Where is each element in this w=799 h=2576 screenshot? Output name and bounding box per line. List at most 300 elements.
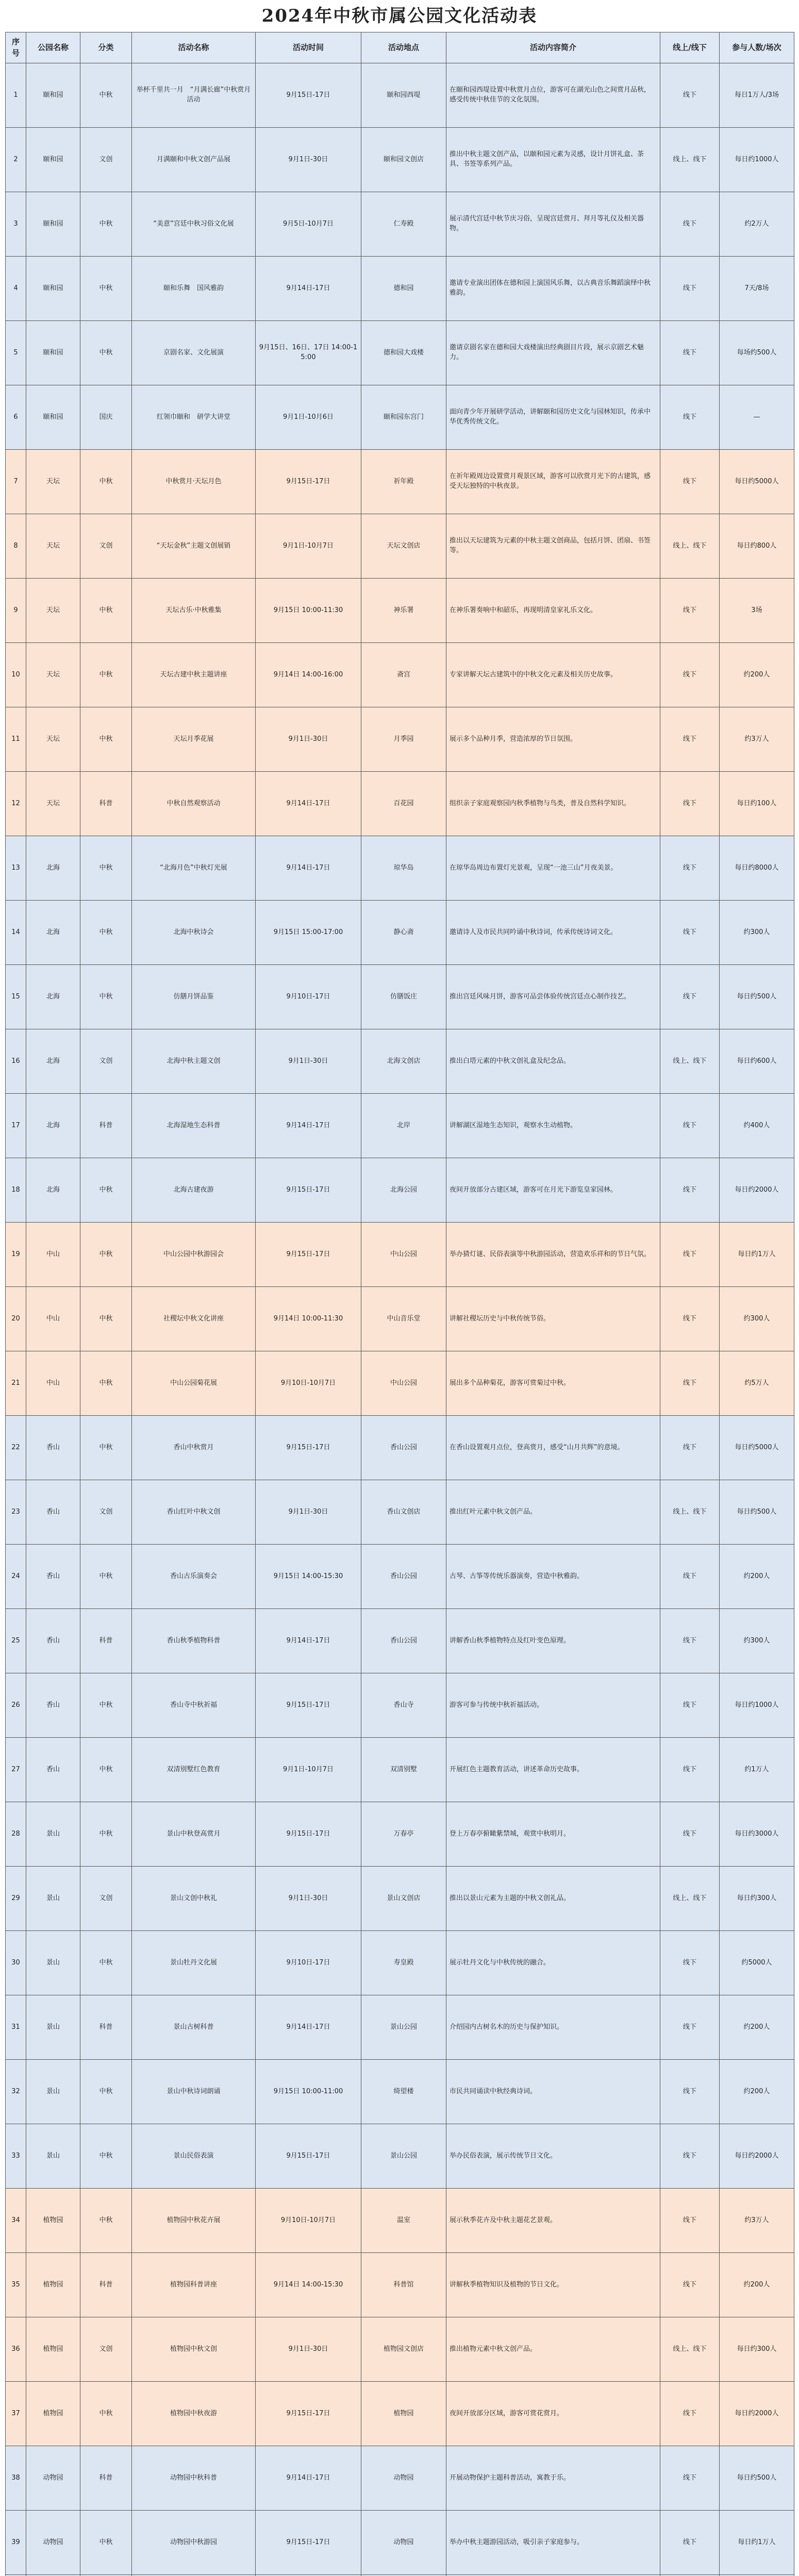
- table-row: [6, 1867, 794, 1931]
- table-cell: 12: [6, 772, 26, 836]
- table-cell: 展示多个品种月季，营造浓厚的节日氛围。: [446, 707, 660, 771]
- table-cell: 月季园: [361, 707, 446, 771]
- table-cell: 线上、线下: [660, 1029, 720, 1093]
- table-cell: 天坛: [26, 772, 80, 836]
- table-cell: 9月1日-30日: [256, 128, 361, 192]
- table-cell: 香山寺: [361, 1673, 446, 1737]
- table-cell: 每日约1000人: [720, 1673, 794, 1737]
- table-cell: 中山公园: [361, 1351, 446, 1415]
- header-cell: 活动地点: [361, 32, 446, 63]
- activity-table: [5, 32, 794, 2576]
- table-cell: 线下: [660, 1609, 720, 1673]
- table-cell: 景山: [26, 1931, 80, 1995]
- table-cell: 30: [6, 1931, 26, 1995]
- table-cell: 科普: [80, 772, 132, 836]
- table-cell: 中秋: [80, 707, 132, 771]
- table-cell: 9月10日-10月7日: [256, 2189, 361, 2252]
- table-cell: 每日约500人: [720, 965, 794, 1029]
- table-cell: 9月1日-30日: [256, 1480, 361, 1544]
- table-cell: 推出宫廷风味月饼，游客可品尝体验传统宫廷点心制作技艺。: [446, 965, 660, 1029]
- table-cell: 景山中秋登高赏月: [132, 1802, 256, 1866]
- table-cell: 线下: [660, 772, 720, 836]
- table-cell: 约200人: [720, 1995, 794, 2059]
- table-cell: 温室: [361, 2189, 446, 2252]
- table-cell: 双清别墅: [361, 1738, 446, 1802]
- table-cell: 约200人: [720, 1545, 794, 1608]
- table-cell: 香山公园: [361, 1545, 446, 1608]
- table-cell: 颐和园文创店: [361, 128, 446, 192]
- table-cell: 11: [6, 707, 26, 771]
- table-cell: 9月15日-17日: [256, 1416, 361, 1480]
- table-cell: 举办猜灯谜、民俗表演等中秋游园活动，营造欢乐祥和的节日气氛。: [446, 1223, 660, 1286]
- table-cell: 中秋: [80, 1287, 132, 1351]
- table-row: [6, 1351, 794, 1416]
- table-cell: 动物园: [361, 2511, 446, 2574]
- table-cell: 红领巾颐和 研学大讲堂: [132, 385, 256, 449]
- table-row: [6, 1738, 794, 1802]
- table-cell: 中山音乐堂: [361, 1287, 446, 1351]
- table-cell: 景山中秋诗词朗诵: [132, 2060, 256, 2124]
- table-cell: 线下: [660, 2189, 720, 2252]
- table-cell: 植物园文创店: [361, 2317, 446, 2381]
- table-cell: 20: [6, 1287, 26, 1351]
- table-cell: 展示秋季花卉及中秋主题花艺景观。: [446, 2189, 660, 2252]
- table-cell: 月满颐和中秋文创产品展: [132, 128, 256, 192]
- table-cell: 线下: [660, 321, 720, 385]
- table-cell: 在神乐署奏响中和韶乐，再现明清皇家礼乐文化。: [446, 579, 660, 642]
- table-cell: 北海: [26, 1158, 80, 1222]
- table-cell: 科普: [80, 2253, 132, 2317]
- table-cell: 中秋自然观察活动: [132, 772, 256, 836]
- table-header-row: [6, 32, 794, 63]
- table-row: [6, 2446, 794, 2511]
- table-cell: 京剧名家、文化展演: [132, 321, 256, 385]
- table-cell: 线下: [660, 192, 720, 256]
- table-cell: 景山: [26, 1802, 80, 1866]
- table-cell: 31: [6, 1995, 26, 2059]
- table-cell: 组织亲子家庭观察园内秋季植物与鸟类，普及自然科学知识。: [446, 772, 660, 836]
- table-cell: 科普: [80, 2446, 132, 2510]
- table-cell: 北海公园: [361, 1158, 446, 1222]
- table-row: [6, 450, 794, 514]
- table-row: [6, 1931, 794, 1995]
- table-cell: 线下: [660, 1223, 720, 1286]
- header-cell: 线上/线下: [660, 32, 720, 63]
- table-cell: 9月15日 15:00-17:00: [256, 901, 361, 964]
- table-cell: 讲解湖区湿地生态知识，观察水生动植物。: [446, 1094, 660, 1158]
- table-cell: 39: [6, 2511, 26, 2574]
- table-cell: 每日约2000人: [720, 1158, 794, 1222]
- table-cell: 9月10日-10月7日: [256, 1351, 361, 1415]
- table-cell: 每日约1万人: [720, 2511, 794, 2574]
- table-cell: 绮望楼: [361, 2060, 446, 2124]
- table-cell: 开展红色主题教育活动，讲述革命历史故事。: [446, 1738, 660, 1802]
- table-cell: 面向青少年开展研学活动，讲解颐和园历史文化与园林知识，传承中华优秀传统文化。: [446, 385, 660, 449]
- table-cell: 线下: [660, 579, 720, 642]
- table-cell: 展示牡丹文化与中秋传统的融合。: [446, 1931, 660, 1995]
- table-cell: 天坛月季花展: [132, 707, 256, 771]
- table-cell: 中秋: [80, 2382, 132, 2446]
- table-cell: 静心斋: [361, 901, 446, 964]
- table-cell: 中秋: [80, 1545, 132, 1608]
- table-cell: 线下: [660, 2382, 720, 2446]
- table-cell: 植物园: [26, 2253, 80, 2317]
- table-row: [6, 128, 794, 192]
- table-cell: 香山: [26, 1545, 80, 1608]
- table-row: [6, 1995, 794, 2060]
- table-cell: 线下: [660, 257, 720, 320]
- table-cell: 景山: [26, 1995, 80, 2059]
- table-cell: 展示清代宫廷中秋节庆习俗，呈现宫廷赏月、拜月等礼仪及相关器物。: [446, 192, 660, 256]
- table-cell: 约300人: [720, 1287, 794, 1351]
- table-cell: 天坛: [26, 514, 80, 578]
- table-cell: 9月14日 14:00-15:30: [256, 2253, 361, 2317]
- table-cell: 颐和园东宫门: [361, 385, 446, 449]
- table-cell: 天坛古乐·中秋雅集: [132, 579, 256, 642]
- header-cell: 序号: [6, 32, 26, 63]
- table-row: [6, 2317, 794, 2382]
- table-cell: 线下: [660, 1158, 720, 1222]
- table-cell: 7天/8场: [720, 257, 794, 320]
- table-cell: 9月14日 10:00-11:30: [256, 1287, 361, 1351]
- table-cell: 9月10日-17日: [256, 1931, 361, 1995]
- table-row: [6, 1802, 794, 1867]
- table-cell: 景山公园: [361, 2124, 446, 2188]
- table-cell: 每日约300人: [720, 2317, 794, 2381]
- table-row: [6, 192, 794, 257]
- table-cell: 6: [6, 385, 26, 449]
- table-cell: 邀请京剧名家在德和园大戏楼演出经典剧目片段，展示京剧艺术魅力。: [446, 321, 660, 385]
- table-cell: 9月15日 10:00-11:30: [256, 579, 361, 642]
- table-cell: 文创: [80, 1029, 132, 1093]
- table-cell: 天坛: [26, 579, 80, 642]
- table-cell: 每场约500人: [720, 321, 794, 385]
- table-cell: 展出多个品种菊花，游客可赏菊过中秋。: [446, 1351, 660, 1415]
- table-cell: 9月14日-17日: [256, 836, 361, 900]
- table-cell: 9月1日-10月7日: [256, 514, 361, 578]
- table-cell: 中秋: [80, 2124, 132, 2188]
- table-cell: 28: [6, 1802, 26, 1866]
- table-cell: 夜间开放部分区域，游客可赏花赏月。: [446, 2382, 660, 2446]
- table-cell: 中山公园菊花展: [132, 1351, 256, 1415]
- table-cell: 18: [6, 1158, 26, 1222]
- table-cell: 科普: [80, 1094, 132, 1158]
- table-cell: 香山文创店: [361, 1480, 446, 1544]
- table-cell: 在香山设置观月点位，登高赏月，感受“山月共辉”的意境。: [446, 1416, 660, 1480]
- table-cell: 线下: [660, 1287, 720, 1351]
- table-row: [6, 2511, 794, 2575]
- table-cell: 21: [6, 1351, 26, 1415]
- table-row: [6, 1158, 794, 1223]
- table-cell: 景山文创店: [361, 1867, 446, 1930]
- table-cell: 植物园: [26, 2317, 80, 2381]
- table-cell: 德和园大戏楼: [361, 321, 446, 385]
- table-cell: 9月15日-17日: [256, 1673, 361, 1737]
- table-cell: 植物园中秋文创: [132, 2317, 256, 2381]
- table-cell: 中秋: [80, 1223, 132, 1286]
- table-cell: 线下: [660, 1931, 720, 1995]
- table-cell: 推出以天坛建筑为元素的中秋主题文创商品，包括月饼、团扇、书签等。: [446, 514, 660, 578]
- table-cell: 9月15日、16日、17日 14:00-15:00: [256, 321, 361, 385]
- table-cell: 景山: [26, 2060, 80, 2124]
- table-cell: 景山古树科普: [132, 1995, 256, 2059]
- table-cell: 北海文创店: [361, 1029, 446, 1093]
- table-cell: 每日约3000人: [720, 1802, 794, 1866]
- table-cell: 北海: [26, 836, 80, 900]
- table-cell: 琼华岛: [361, 836, 446, 900]
- table-cell: 在祈年殿周边设置赏月观景区域，游客可以欣赏月光下的古建筑，感受天坛独特的中秋夜景。: [446, 450, 660, 514]
- table-cell: 线上、线下: [660, 1480, 720, 1544]
- table-cell: 线下: [660, 385, 720, 449]
- table-cell: 约300人: [720, 901, 794, 964]
- table-cell: 讲解香山秋季植物特点及红叶变色原理。: [446, 1609, 660, 1673]
- table-cell: 仁寿殿: [361, 192, 446, 256]
- table-cell: 线下: [660, 1545, 720, 1608]
- table-cell: “美意”宫廷中秋习俗文化展: [132, 192, 256, 256]
- table-cell: 在琼华岛周边布置灯光景观，呈现“一池三山”月夜美景。: [446, 836, 660, 900]
- table-cell: 32: [6, 2060, 26, 2124]
- table-cell: 动物园中秋科普: [132, 2446, 256, 2510]
- table-cell: 天坛: [26, 643, 80, 707]
- table-cell: 动物园: [26, 2446, 80, 2510]
- table-cell: 科普: [80, 1995, 132, 2059]
- table-cell: 线下: [660, 63, 720, 127]
- table-cell: 每日约2000人: [720, 2124, 794, 2188]
- table-cell: 科普: [80, 1609, 132, 1673]
- table-cell: 每日约800人: [720, 514, 794, 578]
- table-cell: 9月1日-30日: [256, 707, 361, 771]
- table-cell: 文创: [80, 514, 132, 578]
- table-cell: 线下: [660, 2124, 720, 2188]
- table-cell: 9: [6, 579, 26, 642]
- table-cell: 香山秋季植物科普: [132, 1609, 256, 1673]
- table-cell: 推出以景山元素为主题的中秋文创礼品。: [446, 1867, 660, 1930]
- table-cell: 颐和园: [26, 128, 80, 192]
- table-cell: 动物园中秋游园: [132, 2511, 256, 2574]
- table-cell: 景山: [26, 2124, 80, 2188]
- table-cell: 34: [6, 2189, 26, 2252]
- table-cell: 香山: [26, 1416, 80, 1480]
- table-cell: 中秋: [80, 1931, 132, 1995]
- table-cell: 29: [6, 1867, 26, 1930]
- table-cell: 景山公园: [361, 1995, 446, 2059]
- table-cell: 中秋: [80, 450, 132, 514]
- table-cell: “天坛金秋”主题文创展销: [132, 514, 256, 578]
- table-cell: 36: [6, 2317, 26, 2381]
- table-cell: 线下: [660, 2511, 720, 2574]
- table-cell: 22: [6, 1416, 26, 1480]
- table-cell: 4: [6, 257, 26, 320]
- table-row: [6, 1094, 794, 1158]
- table-cell: 16: [6, 1029, 26, 1093]
- document-title: 2024年中秋市属公园文化活动表: [261, 6, 538, 26]
- table-cell: 双清别墅红色教育: [132, 1738, 256, 1802]
- table-cell: 北海: [26, 965, 80, 1029]
- table-row: [6, 2189, 794, 2253]
- header-cell: 分类: [80, 32, 132, 63]
- table-cell: 德和园: [361, 257, 446, 320]
- table-cell: 约200人: [720, 643, 794, 707]
- table-cell: 每日约8000人: [720, 836, 794, 900]
- table-cell: 约200人: [720, 2060, 794, 2124]
- table-cell: 5: [6, 321, 26, 385]
- table-cell: 约3万人: [720, 707, 794, 771]
- table-cell: 9月15日-17日: [256, 450, 361, 514]
- table-cell: 3: [6, 192, 26, 256]
- table-cell: 9月14日-17日: [256, 257, 361, 320]
- table-cell: 天坛: [26, 450, 80, 514]
- table-cell: 国庆: [80, 385, 132, 449]
- table-cell: 寿皇殿: [361, 1931, 446, 1995]
- table-cell: 颐和园西堤: [361, 63, 446, 127]
- table-cell: 每日约5000人: [720, 1416, 794, 1480]
- table-cell: 开展动物保护主题科普活动，寓教于乐。: [446, 2446, 660, 2510]
- table-cell: 每日约500人: [720, 2446, 794, 2510]
- table-cell: 讲解秋季植物知识及植物的节日文化。: [446, 2253, 660, 2317]
- table-cell: 北海中秋诗会: [132, 901, 256, 964]
- table-cell: 每日约1万人: [720, 1223, 794, 1286]
- table-cell: 线下: [660, 450, 720, 514]
- table-cell: 每日1万人/3场: [720, 63, 794, 127]
- table-cell: 社稷坛中秋文化讲座: [132, 1287, 256, 1351]
- header-cell: 参与人数/场次: [720, 32, 794, 63]
- table-cell: 17: [6, 1094, 26, 1158]
- table-cell: 9月15日-17日: [256, 2124, 361, 2188]
- table-cell: 约200人: [720, 2253, 794, 2317]
- table-cell: 中秋: [80, 1158, 132, 1222]
- table-cell: 颐和园: [26, 321, 80, 385]
- table-cell: 26: [6, 1673, 26, 1737]
- table-cell: 约5万人: [720, 1351, 794, 1415]
- table-cell: 线上、线下: [660, 514, 720, 578]
- table-cell: 中秋: [80, 1802, 132, 1866]
- table-cell: 9月14日-17日: [256, 1609, 361, 1673]
- table-cell: 中山公园中秋游园会: [132, 1223, 256, 1286]
- table-cell: 每日约600人: [720, 1029, 794, 1093]
- table-row: [6, 1287, 794, 1351]
- table-cell: 每日约5000人: [720, 450, 794, 514]
- table-cell: 3场: [720, 579, 794, 642]
- table-cell: 中秋: [80, 1351, 132, 1415]
- table-cell: 斋宫: [361, 643, 446, 707]
- table-cell: 中山: [26, 1223, 80, 1286]
- table-cell: 推出红叶元素中秋文创产品。: [446, 1480, 660, 1544]
- table-cell: 专家讲解天坛古建筑中的中秋文化元素及相关历史故事。: [446, 643, 660, 707]
- table-cell: 植物园中秋花卉展: [132, 2189, 256, 2252]
- table-cell: 天坛古建中秋主题讲座: [132, 643, 256, 707]
- table-row: [6, 385, 794, 450]
- table-cell: 动物园: [361, 2446, 446, 2510]
- header-cell: 活动时间: [256, 32, 361, 63]
- table-cell: 植物园中秋夜游: [132, 2382, 256, 2446]
- table-cell: 中秋: [80, 1673, 132, 1737]
- table-row: [6, 2382, 794, 2446]
- table-row: [6, 1480, 794, 1545]
- table-cell: 文创: [80, 1480, 132, 1544]
- table-cell: 14: [6, 901, 26, 964]
- table-cell: 24: [6, 1545, 26, 1608]
- table-cell: 颐和园: [26, 63, 80, 127]
- table-cell: 中秋: [80, 579, 132, 642]
- table-cell: 推出植物元素中秋文创产品。: [446, 2317, 660, 2381]
- table-cell: 每日约500人: [720, 1480, 794, 1544]
- table-cell: 中秋: [80, 63, 132, 127]
- table-cell: 线下: [660, 1802, 720, 1866]
- table-cell: 9月15日-17日: [256, 63, 361, 127]
- table-cell: 9月14日-17日: [256, 1094, 361, 1158]
- header-cell: 公园名称: [26, 32, 80, 63]
- table-cell: 约1万人: [720, 1738, 794, 1802]
- table-row: [6, 772, 794, 836]
- table-cell: 线下: [660, 1738, 720, 1802]
- table-cell: 北海: [26, 901, 80, 964]
- table-cell: 邀请专业演出团体在德和园上演国风乐舞，以古典音乐舞蹈演绎中秋雅韵。: [446, 257, 660, 320]
- table-cell: 中山公园: [361, 1223, 446, 1286]
- table-cell: 10: [6, 643, 26, 707]
- table-row: [6, 63, 794, 128]
- table-cell: 讲解社稷坛历史与中秋传统节俗。: [446, 1287, 660, 1351]
- table-row: [6, 2060, 794, 2124]
- table-cell: 举办民俗表演，展示传统节日文化。: [446, 2124, 660, 2188]
- table-cell: 文创: [80, 2317, 132, 2381]
- table-row: [6, 1416, 794, 1480]
- table-row: [6, 514, 794, 579]
- table-cell: 中山: [26, 1351, 80, 1415]
- table-row: [6, 1223, 794, 1287]
- table-cell: 9月15日-17日: [256, 1158, 361, 1222]
- table-cell: 约300人: [720, 1609, 794, 1673]
- table-cell: 35: [6, 2253, 26, 2317]
- table-cell: 北海湿地生态科普: [132, 1094, 256, 1158]
- table-cell: 颐和园: [26, 257, 80, 320]
- table-cell: 25: [6, 1609, 26, 1673]
- table-cell: 9月1日-10月7日: [256, 1738, 361, 1802]
- table-cell: 约3万人: [720, 2189, 794, 2252]
- table-cell: 在颐和园西堤设置中秋赏月点位，游客可在湖光山色之间赏月品秋，感受传统中秋佳节的文化氛围。: [446, 63, 660, 127]
- table-cell: 9月1日-30日: [256, 1867, 361, 1930]
- table-cell: 中秋: [80, 1416, 132, 1480]
- table-cell: 中秋: [80, 901, 132, 964]
- table-cell: 线上、线下: [660, 2317, 720, 2381]
- table-cell: 香山: [26, 1609, 80, 1673]
- table-cell: 中秋: [80, 1738, 132, 1802]
- table-cell: 植物园: [26, 2382, 80, 2446]
- table-cell: 邀请诗人及市民共同吟诵中秋诗词，传承传统诗词文化。: [446, 901, 660, 964]
- table-cell: 香山: [26, 1673, 80, 1737]
- table-row: [6, 1029, 794, 1094]
- table-cell: 天坛文创店: [361, 514, 446, 578]
- table-cell: 9月14日 14:00-16:00: [256, 643, 361, 707]
- table-cell: “北海月色”中秋灯光展: [132, 836, 256, 900]
- table-cell: 9月15日 14:00-15:30: [256, 1545, 361, 1608]
- table-cell: 香山寺中秋祈福: [132, 1673, 256, 1737]
- table-cell: 线下: [660, 901, 720, 964]
- table-cell: 9月5日-10月7日: [256, 192, 361, 256]
- table-cell: 香山中秋赏月: [132, 1416, 256, 1480]
- table-cell: 23: [6, 1480, 26, 1544]
- table-cell: 植物园: [361, 2382, 446, 2446]
- table-row: [6, 1609, 794, 1673]
- table-cell: 线下: [660, 1995, 720, 2059]
- table-cell: 线上、线下: [660, 128, 720, 192]
- table-cell: 动物园: [26, 2511, 80, 2574]
- table-cell: 神乐署: [361, 579, 446, 642]
- table-row: [6, 257, 794, 321]
- table-row: [6, 965, 794, 1029]
- table-cell: 2: [6, 128, 26, 192]
- table-cell: 线下: [660, 836, 720, 900]
- table-cell: 北海: [26, 1029, 80, 1093]
